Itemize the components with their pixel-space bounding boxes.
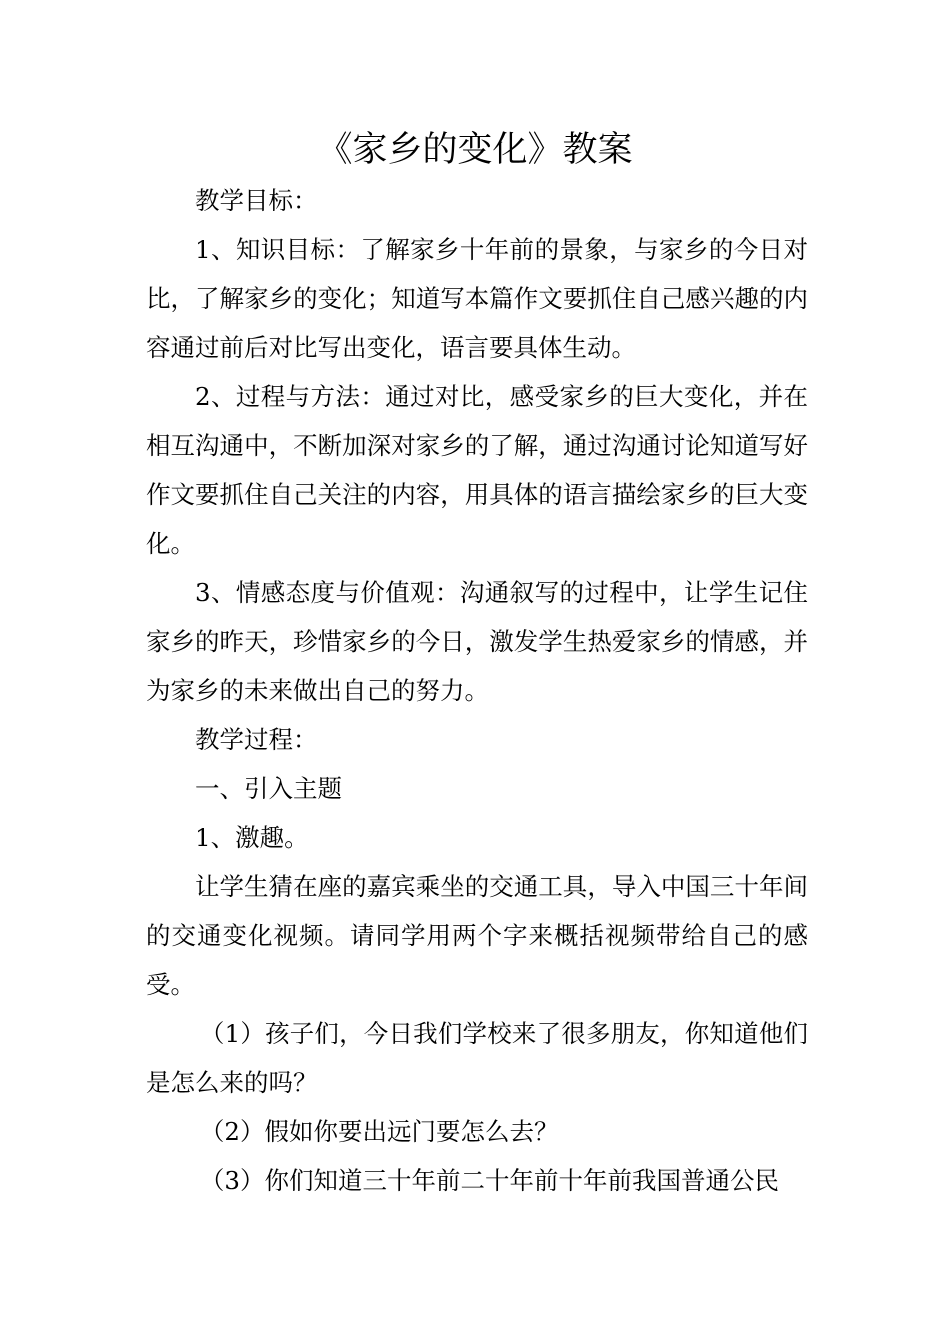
section-heading-process: 教学过程： — [195, 725, 318, 754]
objective-emotion-values: 3、情感态度与价值观：沟通叙写的过程中，让学生记住家乡的昨天，珍惜家乡的今日，激发学生热爱家乡的情感，并为家乡的未来做出自己的努力。 — [146, 578, 808, 705]
document-title: 《家乡的变化》教案 — [317, 130, 633, 170]
paragraph-activity: 让学生猜在座的嘉宾乘坐的交通工具，导入中国三十年间的交通变化视频。请同学用两个字来概括视频带给自己的感受。 — [146, 872, 808, 999]
step-heading-intro: 一、引入主题 — [195, 774, 342, 803]
question-3: （3）你们知道三十年前二十年前十年前我国普通公民 — [199, 1166, 779, 1195]
question-2: （2）假如你要出远门要怎么去？ — [199, 1117, 559, 1146]
document-body — [146, 176, 808, 1205]
section-heading-objectives: 教学目标： — [195, 186, 318, 215]
objective-knowledge: 1、知识目标：了解家乡十年前的景象，与家乡的今日对比，了解家乡的变化；知道写本篇作文要抓住自己感兴趣的内容通过前后对比写出变化，语言要具体生动。 — [146, 235, 808, 362]
objective-process-method: 2、过程与方法：通过对比，感受家乡的巨大变化，并在相互沟通中，不断加深对家乡的了解，通过沟通讨论知道写好作文要抓住自己关注的内容，用具体的语言描绘家乡的巨大变化。 — [146, 382, 808, 558]
step-sub-heading-motivate: 1、激趣。 — [195, 823, 309, 852]
question-1: （1）孩子们，今日我们学校来了很多朋友，你知道他们是怎么来的吗？ — [146, 1019, 808, 1097]
